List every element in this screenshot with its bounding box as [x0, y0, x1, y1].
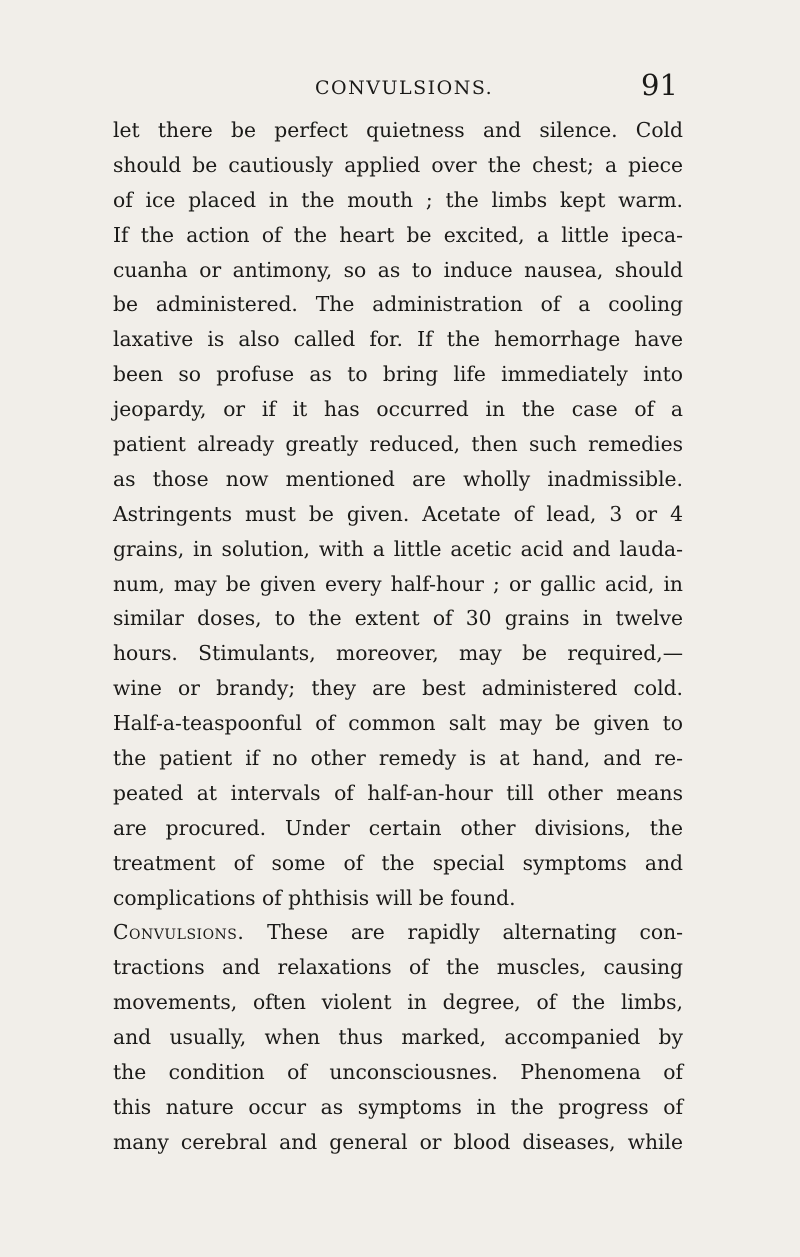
page-number: 91	[641, 68, 678, 102]
text-line: grains, in solution, with a little acetic acid and lauda-	[113, 536, 683, 561]
text-line: be administered. The administration of a cooling	[113, 292, 683, 317]
text-line: treatment of some of the special symptoms and	[113, 850, 683, 875]
text-line: as those now mentioned are wholly inadmissible.	[113, 466, 683, 491]
text-line: peated at intervals of half-an-hour till other means	[113, 780, 683, 805]
section-line-text: These are rapidly alternating con-	[267, 920, 683, 945]
running-head: CONVULSIONS.	[315, 77, 494, 99]
text-line: are procured. Under certain other divisions, the	[113, 815, 683, 840]
text-line: of ice placed in the mouth ; the limbs kept warm.	[113, 187, 683, 212]
page-header	[0, 68, 800, 108]
text-line: wine or brandy; they are best administered cold.	[113, 676, 683, 701]
text-line: and usually, when thus marked, accompanied by	[113, 1025, 683, 1050]
section-first-line	[113, 915, 683, 950]
text-line: patient already greatly reduced, then such remedies	[113, 432, 683, 457]
text-line: complications of phthisis will be found.	[113, 885, 516, 910]
text-line: should be cautiously applied over the chest; a piece	[113, 152, 683, 177]
text-line: cuanha or antimony, so as to induce nausea, should	[113, 257, 683, 282]
text-line: movements, often violent in degree, of the limbs,	[113, 990, 683, 1015]
text-line: tractions and relaxations of the muscles, causing	[113, 955, 683, 980]
text-line: hours. Stimulants, moreover, may be required,—	[113, 641, 683, 666]
text-line: num, may be given every half-hour ; or gallic acid, in	[113, 571, 683, 596]
text-line: If the action of the heart be excited, a little ipeca-	[113, 222, 683, 247]
text-line: the condition of unconsciousnes. Phenomena of	[113, 1060, 683, 1085]
text-line: laxative is also called for. If the hemorrhage have	[113, 327, 683, 352]
text-line: Astringents must be given. Acetate of lead, 3 or 4	[113, 501, 683, 526]
section-heading: Convulsions.	[113, 920, 245, 945]
text-line: the patient if no other remedy is at hand, and re-	[113, 746, 683, 771]
text-line: Half-a-teaspoonful of common salt may be given to	[113, 711, 683, 736]
text-line: similar doses, to the extent of 30 grains in twelve	[113, 606, 683, 631]
text-line: many cerebral and general or blood diseases, while	[113, 1129, 683, 1154]
text-line: been so profuse as to bring life immediately into	[113, 362, 683, 387]
body-text	[113, 113, 683, 1160]
text-line: jeopardy, or if it has occurred in the case of a	[113, 397, 683, 422]
text-line: this nature occur as symptoms in the progress of	[113, 1094, 683, 1119]
text-line: let there be perfect quietness and silence. Cold	[113, 118, 683, 142]
